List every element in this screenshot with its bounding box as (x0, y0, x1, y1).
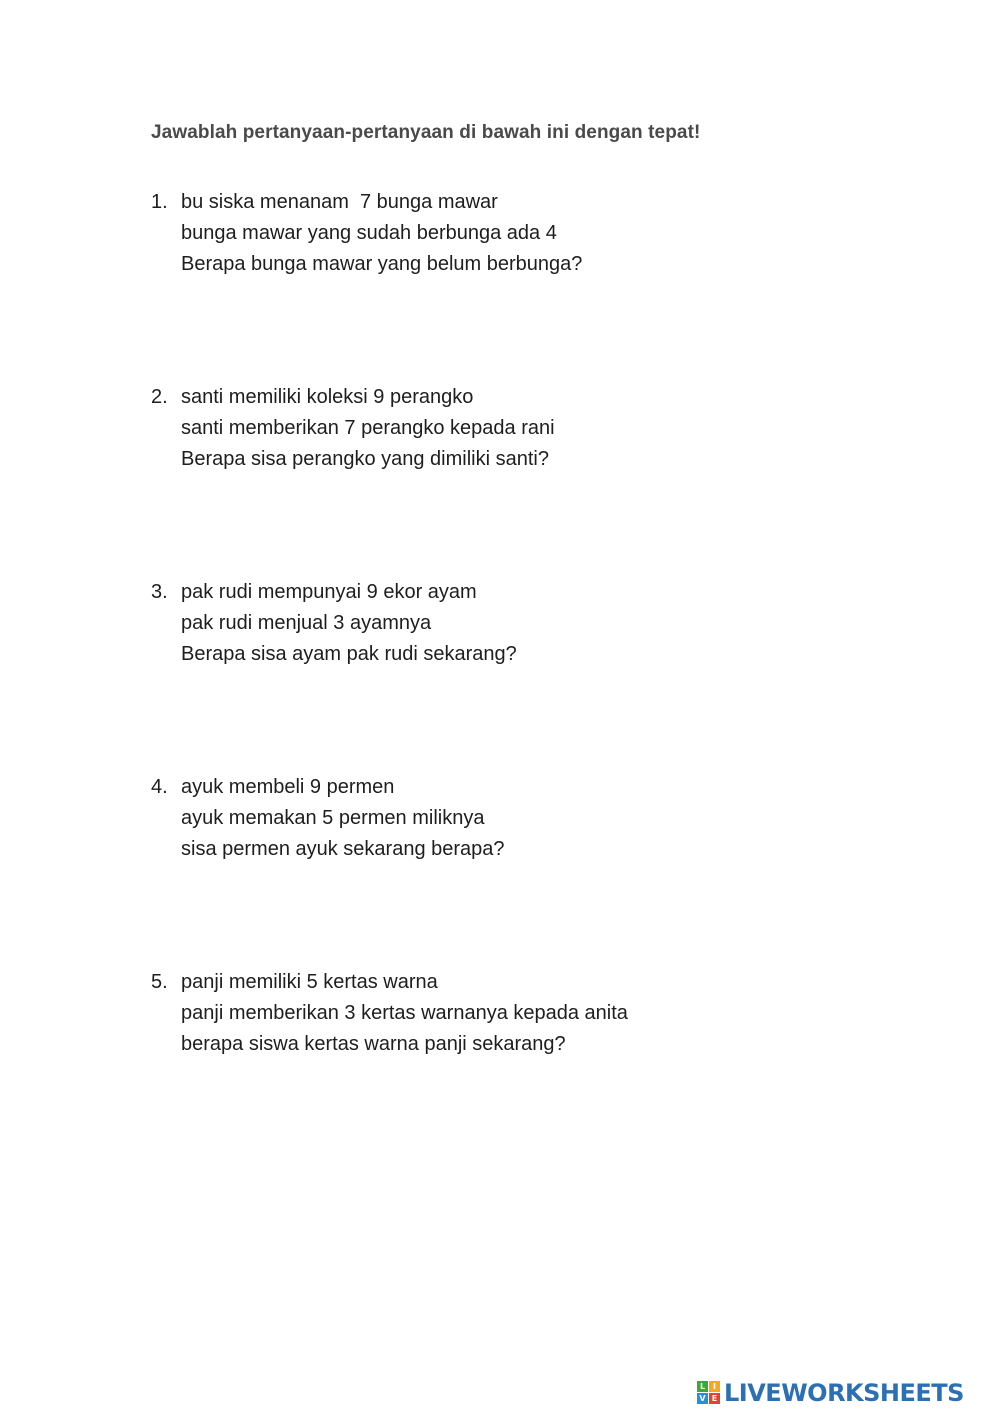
logo-wordmark: LIVEWORKSHEETS (724, 1379, 964, 1407)
logo-mark-cell: V (697, 1393, 708, 1404)
liveworksheets-mark-icon (697, 1381, 721, 1405)
question-line: bu siska menanam 7 bunga mawar (181, 191, 498, 213)
question-line: ayuk memakan 5 permen miliknya (181, 807, 485, 829)
question-item (151, 187, 582, 280)
question-line: bunga mawar yang sudah berbunga ada 4 (181, 222, 557, 244)
instruction-heading: Jawablah pertanyaan-pertanyaan di bawah ini dengan tepat! (151, 122, 701, 143)
question-line: santi memiliki koleksi 9 perangko (181, 386, 474, 408)
question-line: panji memiliki 5 kertas warna (181, 971, 438, 993)
logo-mark-cell: E (709, 1393, 720, 1404)
liveworksheets-logo (697, 1376, 964, 1410)
question-number: 3. (151, 581, 168, 603)
question-number: 5. (151, 971, 168, 993)
question-line: panji memberikan 3 kertas warnanya kepada anita (181, 1002, 628, 1024)
question-number: 2. (151, 386, 168, 408)
question-line: pak rudi mempunyai 9 ekor ayam (181, 581, 477, 603)
question-line: sisa permen ayuk sekarang berapa? (181, 838, 505, 860)
question-item (151, 577, 517, 670)
question-line: berapa siswa kertas warna panji sekarang? (181, 1033, 566, 1055)
question-line: ayuk membeli 9 permen (181, 776, 395, 798)
question-number: 4. (151, 776, 168, 798)
question-number: 1. (151, 191, 168, 213)
logo-mark-cell: I (709, 1381, 720, 1392)
question-line: pak rudi menjual 3 ayamnya (181, 612, 432, 634)
question-item (151, 967, 628, 1060)
question-item (151, 772, 505, 865)
question-line: Berapa sisa perangko yang dimiliki santi? (181, 448, 549, 470)
question-item (151, 382, 555, 475)
question-line: Berapa sisa ayam pak rudi sekarang? (181, 643, 517, 665)
question-line: Berapa bunga mawar yang belum berbunga? (181, 253, 583, 275)
logo-mark-cell: L (697, 1381, 708, 1392)
question-line: santi memberikan 7 perangko kepada rani (181, 417, 555, 439)
